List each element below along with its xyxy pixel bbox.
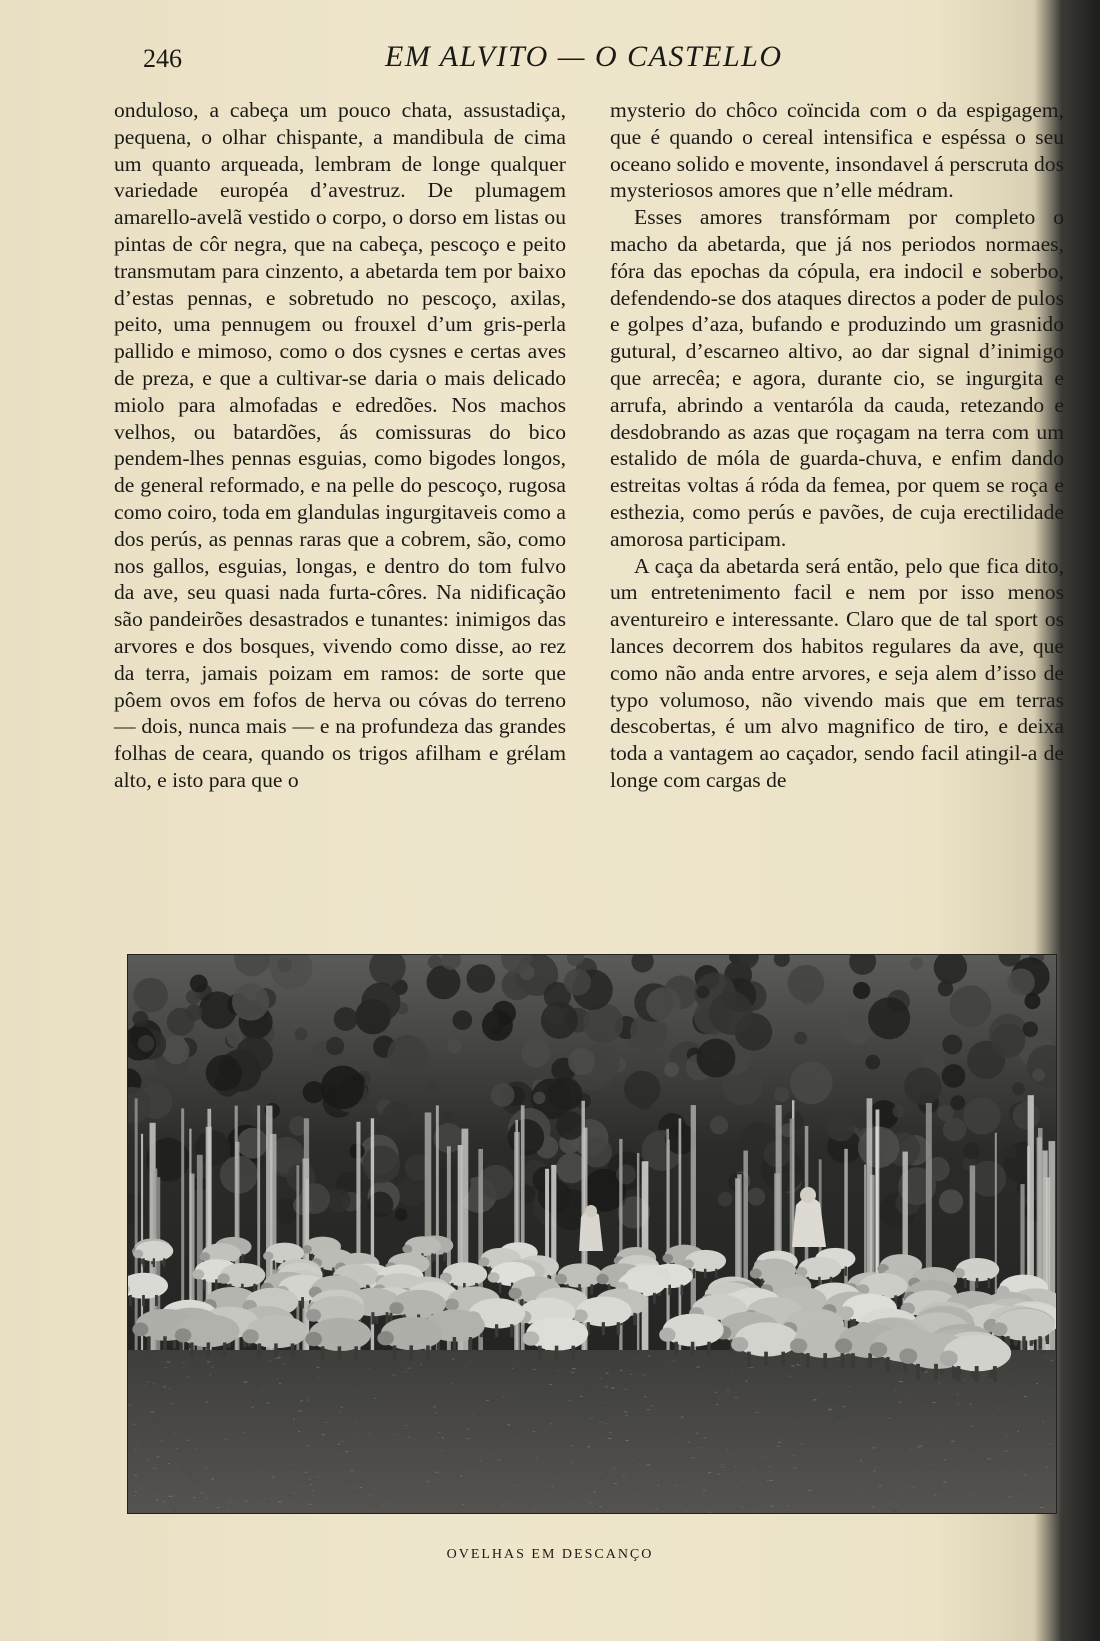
paragraph: Esses amores transfórmam por completo o macho da abetarda, que já nos periodos normaes, fóra das epochas da cópula, era indocil e soberbo, defendendo-se dos ataques directos a poder de pulos e golpes d’aza, bufando e produzindo um grasnido gutural, d’escarneo altivo, ao dar signal d’inimigo que arrecêa; e agora, durante cio, se ingurgita e arrufa, abrindo a ventaróla da cauda, retezando e desdobrando as azas que roçagam na terra com um estalido de móla de guarda-chuva, e enfim dando estreitas voltas á róda da femea, por quem se roça e esthezia, como perús e pavões, de cuja erectilidade amorosa participam. (610, 205, 1064, 551)
paragraph: mysterio do chôco coïncida com o da espigagem, que é quando o cereal intensifica e espéssa o seu oceano solido e movente, insondavel á perscruta dos mysteriosos amores que n’elle médram. (610, 98, 1064, 203)
page-number: 246 (143, 44, 182, 73)
paragraph: A caça da abetarda será então, pelo que fica dito, um entretenimento facil e nem por isso menos aventureiro e interessante. Claro que de tal sport os lances decorrem dos habitos regulares da ave, que como não anda entre arvores, e seja alem d’isso de typo volumoso, não vivendo mais que em terras descobertas, é um alvo magnifico de tiro, e deixa toda a vantagem ao caçador, sendo facil atingil-a de longe com cargas de (610, 553, 1064, 792)
paragraph: onduloso, a cabeça um pouco chata, assustadiça, pequena, o olhar chispante, a mandibula de cima um quanto arqueada, lembram de longe qualquer variedade européa d’avestruz. De plumagem amarello-avelã vestido o corpo, o dorso em listas ou pintas de côr negra, que na cabeça, pescoço e peito transmutam para cinzento, a abetarda tem por baixo d’estas pennas, e sobretudo no pescoço, axilas, peito, uma pennugem ou frouxel d’um gris-perla pallido e mimoso, como o dos cysnes e certas aves de preza, e que a cultivar-se daria o mais delicado miolo para almofadas e edredões. Nos machos velhos, ou batardões, ás comissuras do bico pendem-lhes pennas esguias, como bigodes longos, de general reformado, e na pelle do pescoço, rugosa como coiro, toda em glandulas ingurgitaveis como a dos perús, as pennas raras que a cobrem, são, como nos gallos, esguias, longas, e dentro do tom fulvo da ave, seu quasi nada furta-côres. Na nidificação são pandeirões desastrados e tunantes: inimigos das arvores e dos bosques, vivendo como disse, ao rez da terra, jamais poizam em ramos: de sorte que pôem ovos em fofos de herva ou cóvas do terreno — dois, nunca mais — e na profundeza das grandes folhas de ceara, quando os trigos afilham e grélam alto, e isto para que o (114, 98, 566, 792)
caption-text: OVELHAS EM DESCANÇO (446, 1547, 654, 1562)
left-text-column (114, 97, 566, 794)
page-header (0, 38, 1070, 78)
running-title: EM ALVITO — O CASTELLO (385, 40, 783, 73)
right-text-column (610, 97, 1064, 794)
photo-caption (0, 1543, 1100, 1563)
photo-sheep-flock (127, 954, 1057, 1514)
